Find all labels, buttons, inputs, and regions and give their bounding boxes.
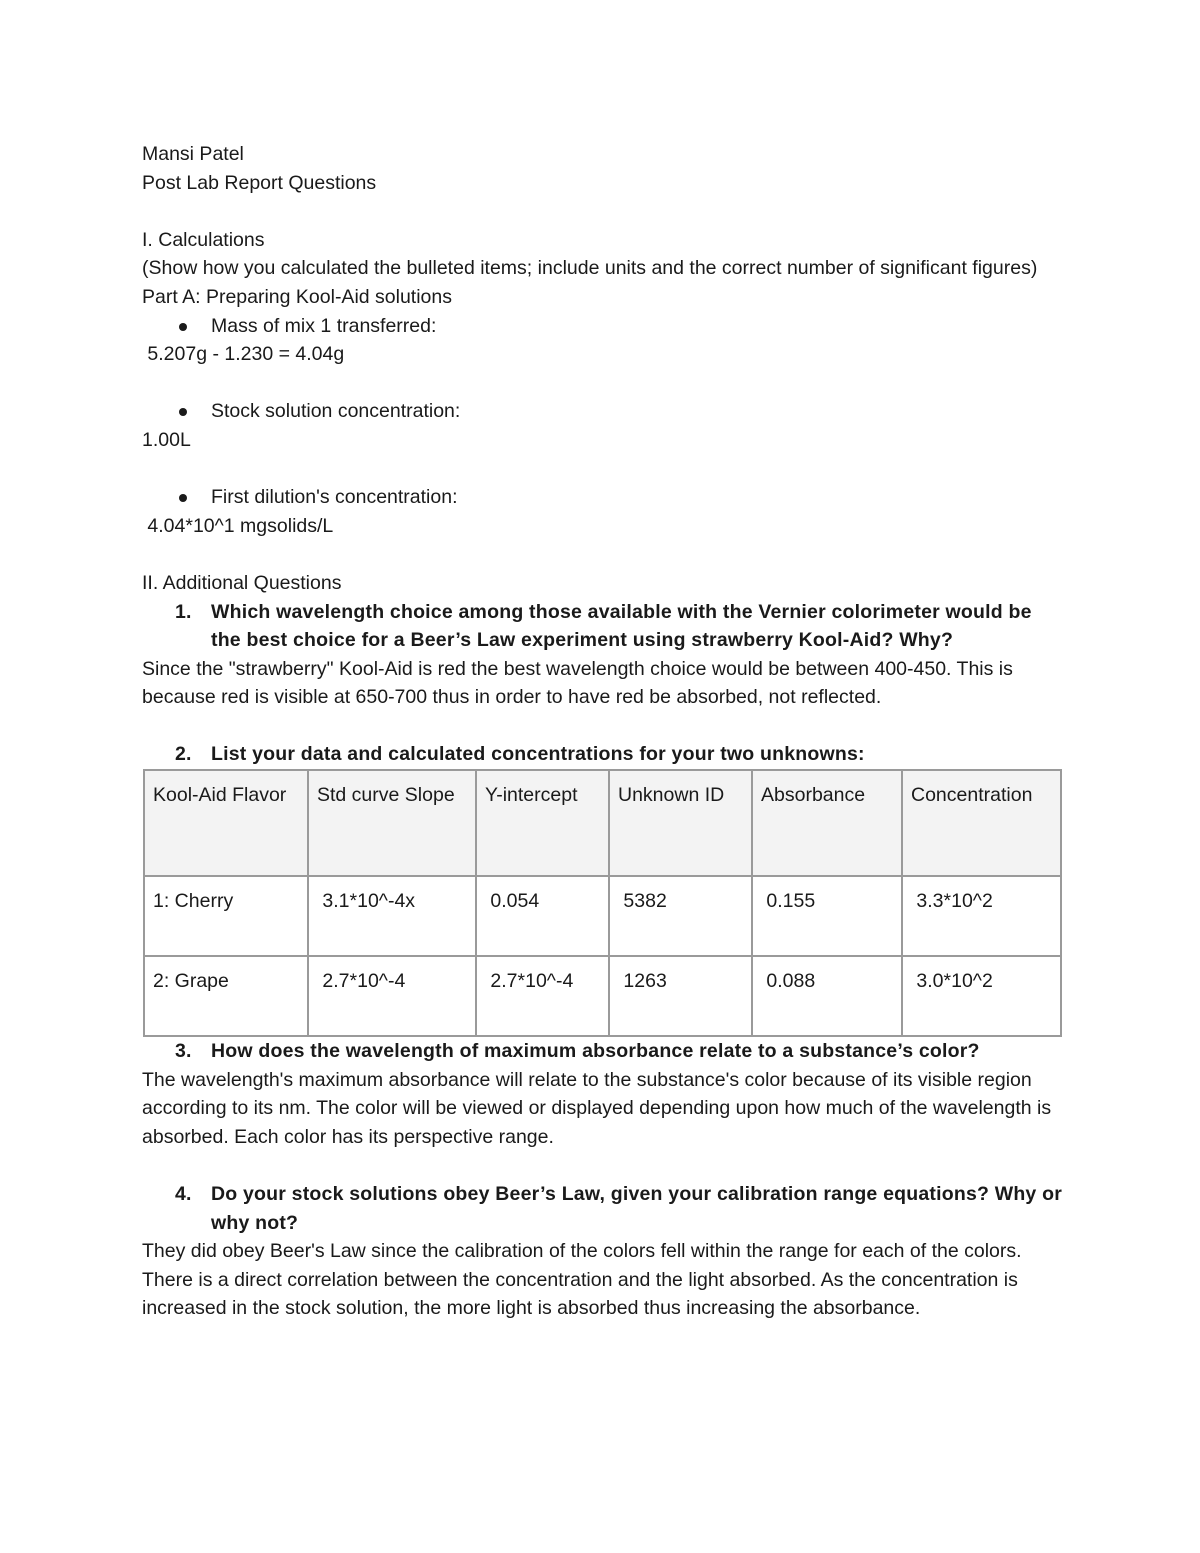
calculation-instructions: (Show how you calculated the bulleted items; include units and the correct number of significant figures) [142, 257, 1038, 280]
document-page [142, 140, 1062, 1323]
question-4 [142, 1180, 1062, 1237]
bullet-icon [179, 408, 187, 416]
table-cell: 0.155 [752, 876, 902, 956]
table-cell: 3.0*10^2 [902, 956, 1061, 1036]
answer-mass: 5.207g - 1.230 = 4.04g [142, 343, 345, 366]
bullet-item-stock [142, 397, 1062, 426]
answer-3: The wavelength's maximum absorbance will relate to the substance's color because of its visible region according to its nm. The color will be viewed or displayed depending upon how much of the wavelength is absorbed. Each color has its perspective range. [142, 1068, 1052, 1148]
answer-stock: 1.00L [142, 428, 191, 451]
section-heading-additional: II. Additional Questions [142, 571, 342, 594]
spacer [142, 197, 1062, 226]
part-a-heading: Part A: Preparing Kool-Aid solutions [142, 285, 453, 308]
section-heading-calculations: I. Calculations [142, 228, 265, 251]
bullet-label: First dilution's concentration: [211, 486, 458, 509]
table-cell: 1263 [609, 956, 752, 1036]
report-title: Post Lab Report Questions [142, 171, 377, 194]
table-header-row [144, 770, 1061, 876]
question-text: How does the wavelength of maximum absorbance relate to a substance’s color? [211, 1040, 980, 1063]
question-3 [142, 1037, 1062, 1066]
table-cell: 2.7*10^-4 [476, 956, 609, 1036]
table-header-cell: Kool-Aid Flavor [144, 770, 308, 876]
spacer [142, 369, 1062, 398]
bullet-label: Stock solution concentration: [211, 400, 461, 423]
question-1 [142, 598, 1062, 655]
bullet-icon [179, 494, 187, 502]
question-number: 4. [175, 1183, 192, 1206]
table-header-cell: Std curve Slope [308, 770, 476, 876]
spacer [142, 1151, 1062, 1180]
table-cell: 1: Cherry [144, 876, 308, 956]
answer-4: They did obey Beer's Law since the calibration of the colors fell within the range for each of the colors. There is a direct correlation between the concentration and the light absorbed. As the concentration is increased in the stock solution, the more light is absorbed thus increasing the absorbance. [142, 1240, 1022, 1320]
bullet-item-mass [142, 312, 1062, 341]
unknowns-data-table [143, 769, 1062, 1037]
question-2 [142, 740, 1062, 769]
table-cell: 2: Grape [144, 956, 308, 1036]
table-header-cell: Y-intercept [476, 770, 609, 876]
table-cell: 3.1*10^-4x [308, 876, 476, 956]
question-number: 3. [175, 1040, 192, 1063]
question-text: List your data and calculated concentrations for your two unknowns: [211, 743, 865, 766]
answer-1: Since the "strawberry" Kool-Aid is red the best wavelength choice would be between 400-450. This is because red is visible at 650-700 thus in order to have red be absorbed, not reflected. [142, 657, 1013, 709]
bullet-label: Mass of mix 1 transferred: [211, 314, 437, 337]
bullet-icon [179, 323, 187, 331]
question-number: 2. [175, 743, 192, 766]
spacer [142, 540, 1062, 569]
table-cell: 5382 [609, 876, 752, 956]
question-number: 1. [175, 600, 192, 623]
table-cell: 3.3*10^2 [902, 876, 1061, 956]
question-text: Which wavelength choice among those available with the Vernier colorimeter would be the best choice for a Beer’s Law experiment using strawberry Kool-Aid? Why? [211, 600, 1032, 652]
table-cell: 2.7*10^-4 [308, 956, 476, 1036]
table-row [144, 956, 1061, 1036]
bullet-item-dilution [142, 483, 1062, 512]
table-header-cell: Absorbance [752, 770, 902, 876]
spacer [142, 455, 1062, 484]
table-cell: 0.088 [752, 956, 902, 1036]
question-text: Do your stock solutions obey Beer’s Law, given your calibration range equations? Why or why not? [211, 1183, 1062, 1234]
table-row [144, 876, 1061, 956]
spacer [142, 712, 1062, 741]
answer-dilution: 4.04*10^1 mgsolids/L [142, 514, 334, 537]
table-header-cell: Unknown ID [609, 770, 752, 876]
author-name: Mansi Patel [142, 143, 244, 165]
table-header-cell: Concentration [902, 770, 1061, 876]
table-cell: 0.054 [476, 876, 609, 956]
